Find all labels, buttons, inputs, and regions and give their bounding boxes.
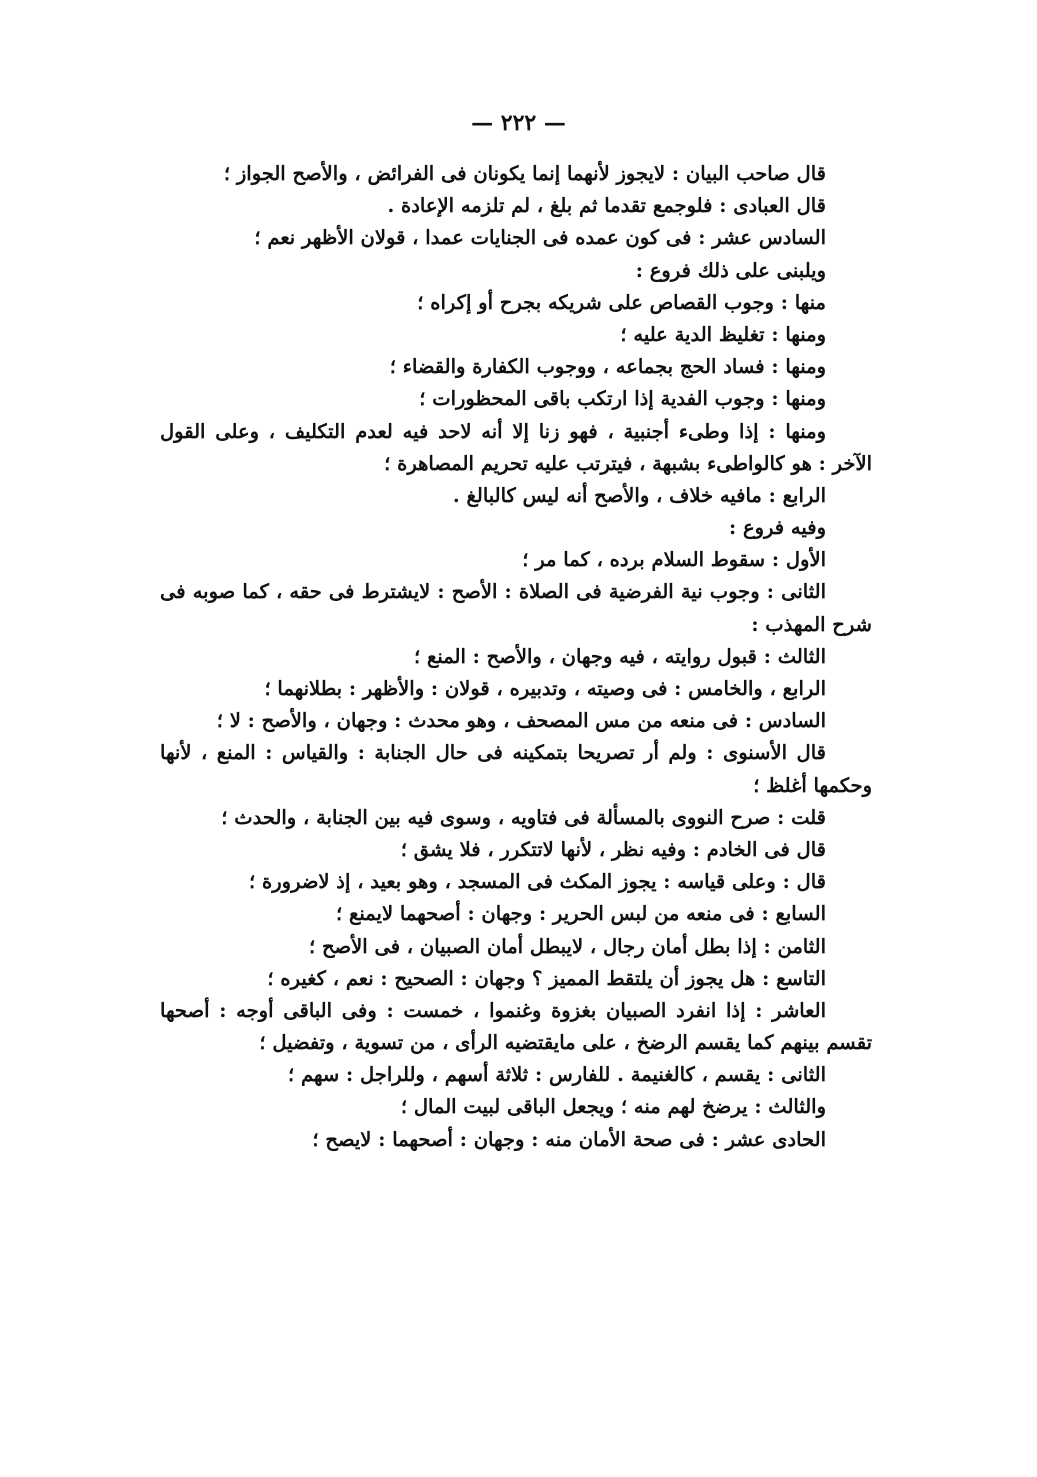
text-line: وحكمها أغلظ ؛ [753, 773, 872, 797]
text-line: قلت : صرح النووى بالمسألة فى فتاويه ، وسوى فيه بين الجنابة ، والحدث ؛ [221, 805, 826, 829]
body-text [160, 158, 872, 1156]
text-line: السادس عشر : فى كون عمده فى الجنايات عمدا ، قولان الأظهر نعم ؛ [254, 226, 826, 250]
text-line: منها : وجوب القصاص على شريكه بجرح أو إكراه ؛ [417, 290, 826, 314]
text-line: ومنها : وجوب الفدية إذا ارتكب باقى المحظورات ؛ [419, 387, 826, 411]
text-line: قال فى الخادم : وفيه نظر ، لأنها لاتتكرر ، فلا يشق ؛ [400, 837, 826, 861]
text-line: وفيه فروع : [729, 516, 826, 540]
text-line: ومنها : إذا وطىء أجنبية ، فهو زنا إلا أنه لاحد فيه لعدم التكليف ، وعلى القول [160, 419, 826, 443]
text-line: قال الأسنوى : ولم أر تصريحا بتمكينه فى حال الجنابة : والقياس : المنع ، لأنها [160, 741, 826, 765]
text-line: تقسم بينهم كما يقسم الرضخ ، على مايقتضيه الرأى ، من تسوية ، وتفضيل ؛ [259, 1031, 872, 1055]
text-line: قال : وعلى قياسه : يجوز المكث فى المسجد ، وهو بعيد ، إذ لاضرورة ؛ [249, 870, 826, 894]
text-line: الحادى عشر : فى صحة الأمان منه : وجهان : أصحهما : لايصح ؛ [312, 1127, 826, 1151]
text-line: السابع : فى منعه من لبس الحرير : وجهان : أصحهما لايمنع ؛ [336, 902, 826, 926]
text-line: والثالث : يرضخ لهم منه ؛ ويجعل الباقى لبيت المال ؛ [400, 1095, 826, 1119]
text-line: العاشر : إذا انفرد الصبيان بغزوة وغنموا ، خمست : وفى الباقى أوجه : أصحها [160, 998, 826, 1022]
text-line: ومنها : فساد الحج بجماعه ، ووجوب الكفارة والقضاء ؛ [389, 355, 826, 379]
text-line: الثامن : إذا بطل أمان رجال ، لايبطل أمان الصبيان ، فى الأصح ؛ [308, 934, 826, 958]
text-line: الثالث : قبول روايته ، فيه وجهان ، والأصح : المنع ؛ [414, 644, 826, 668]
text-line: قال العبادى : فلوجمع تقدما ثم بلغ ، لم تلزمه الإعادة . [387, 194, 826, 218]
text-line: قال صاحب البيان : لايجوز لأنهما إنما يكونان فى الفرائض ، والأصح الجواز ؛ [223, 162, 826, 185]
text-line: الآخر : هو كالواطىء بشبهة ، فيترتب عليه تحريم المصاهرة ؛ [384, 451, 872, 475]
text-line: التاسع : هل يجوز أن يلتقط المميز ؟ وجهان : الصحيح : نعم ، كغيره ؛ [267, 966, 826, 990]
text-line: الرابع : مافيه خلاف ، والأصح أنه ليس كالبالغ . [452, 483, 826, 507]
text-line: الثانى : وجوب نية الفرضية فى الصلاة : الأصح : لايشترط فى حقه ، كما صوبه فى [160, 580, 826, 604]
text-line: شرح المهذب : [751, 612, 872, 636]
text-line: ويلبنى على ذلك فروع : [635, 258, 826, 282]
text-line: السادس : فى منعه من مس المصحف ، وهو محدث : وجهان ، والأصح : لا ؛ [216, 709, 826, 733]
text-line: الأول : سقوط السلام برده ، كما مر ؛ [522, 548, 826, 572]
text-line: الثانى : يقسم ، كالغنيمة . للفارس : ثلاثة أسهم ، وللراجل : سهم ؛ [287, 1063, 826, 1087]
page-number: — ٢٢٢ — [471, 110, 566, 136]
text-line: الرابع ، والخامس : فى وصيته ، وتدبيره ، قولان : والأظهر : بطلانهما ؛ [264, 677, 826, 700]
text-line: ومنها : تغليظ الدية عليه ؛ [620, 322, 826, 346]
